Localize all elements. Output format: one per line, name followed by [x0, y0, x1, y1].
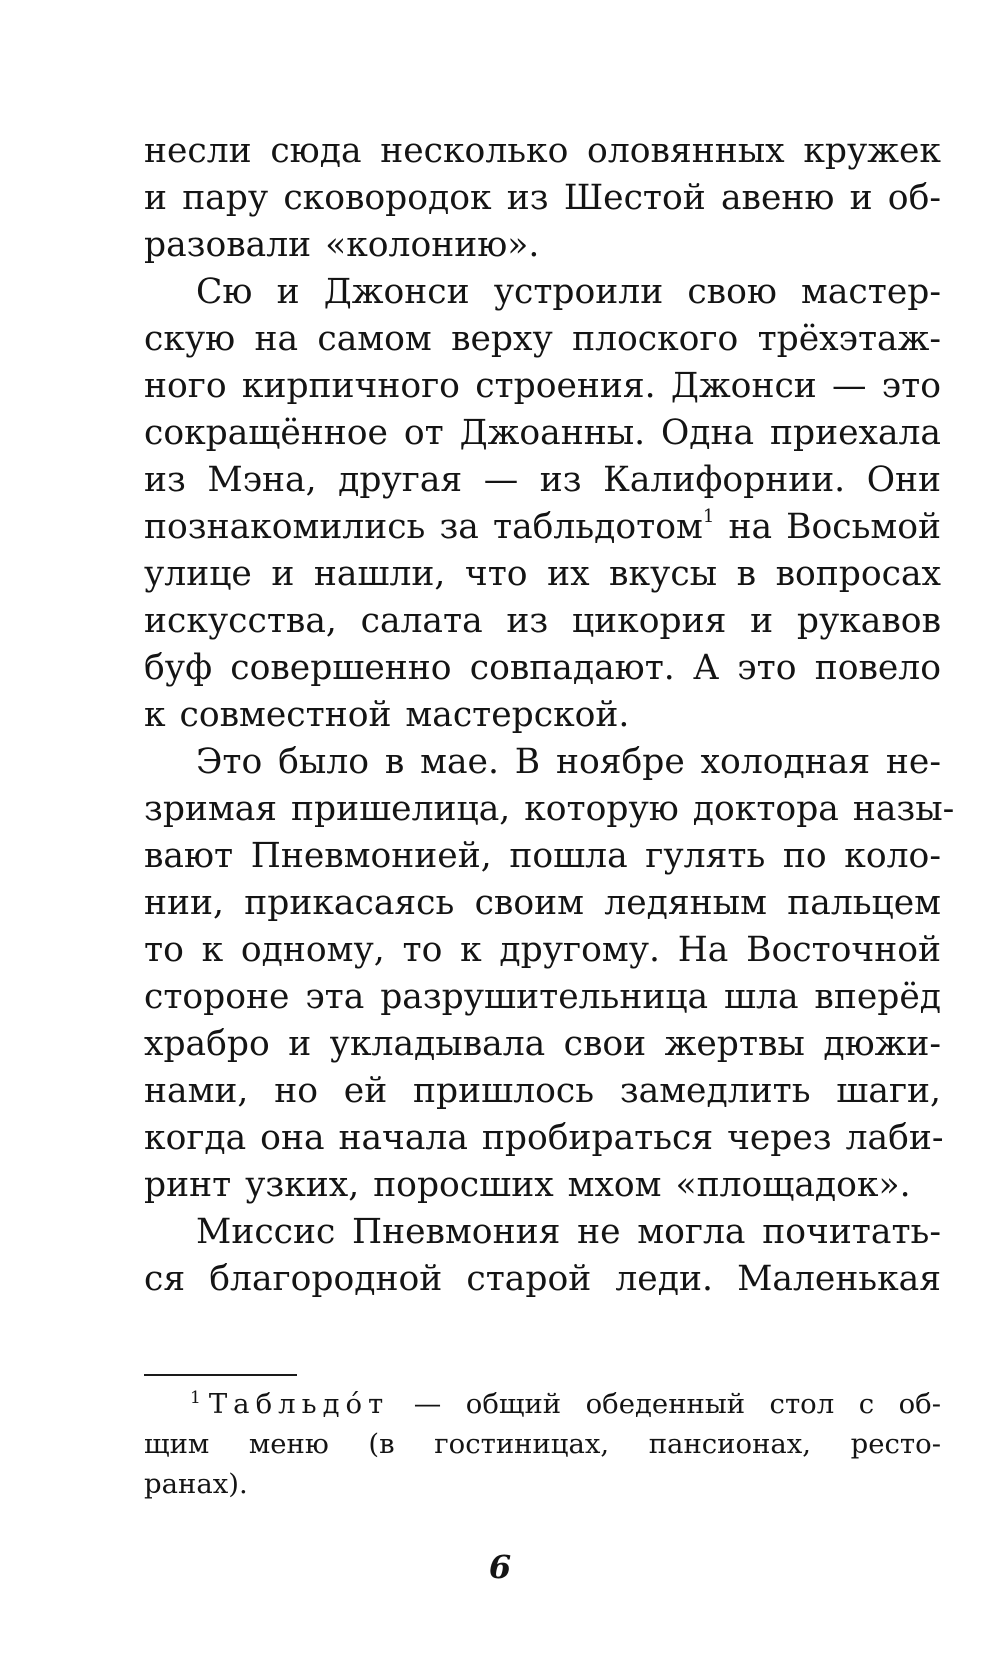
footnote-term: Табльдо́т: [208, 1388, 390, 1420]
text-line: сокращённое от Джоанны. Одна приехала: [144, 413, 941, 453]
footnote-line: щим меню (в гостиницах, пансионах, ресто-: [144, 1428, 941, 1460]
footnote-line: [144, 1384, 941, 1424]
text-line: и пару сковородок из Шестой авеню и об-: [144, 178, 941, 218]
footnote-number: 1: [190, 1388, 201, 1408]
text-line: искусства, салата из цикория и рукавов: [144, 601, 941, 641]
page-number: 6: [488, 1548, 512, 1586]
text-line: то к одному, то к другому. На Восточной: [144, 930, 941, 970]
footnote-divider: [144, 1374, 297, 1376]
text-line: Миссис Пневмония не могла почитать-: [196, 1212, 941, 1252]
text-line: зримая пришелица, которую доктора назы-: [144, 789, 955, 829]
text-line: стороне эта разрушительница шла вперёд: [144, 977, 941, 1017]
text-line: вают Пневмонией, пошла гулять по коло-: [144, 836, 941, 876]
text-line: скую на самом верху плоского трёхэтаж-: [144, 319, 941, 359]
footnote-line: ранах).: [144, 1468, 248, 1500]
text-fragment: на Восьмой: [714, 507, 941, 547]
text-line: Это было в мае. В ноябре холодная не-: [196, 742, 941, 782]
body-text: [144, 128, 955, 1303]
text-line: нами, но ей пришлось замедлить шаги,: [144, 1071, 941, 1111]
text-line: ного кирпичного строения. Джонси — это: [144, 366, 941, 406]
text-line: храбро и укладывала свои жертвы дюжи-: [144, 1024, 941, 1064]
text-line: Сю и Джонси устроили свою мастер-: [196, 272, 941, 312]
text-fragment: познакомились за табльдотом: [144, 507, 703, 547]
text-line-with-footnote: [144, 504, 941, 551]
text-line: разовали «колонию».: [144, 225, 540, 265]
text-line: ринт узких, поросших мхом «площадок».: [144, 1165, 911, 1205]
text-line: буф совершенно совпадают. А это повело: [144, 648, 941, 688]
text-line: улице и нашли, что их вкусы в вопросах: [144, 554, 941, 594]
text-line: ся благородной старой леди. Маленькая: [144, 1259, 941, 1299]
text-line: к совместной мастерской.: [144, 695, 630, 735]
text-line: несли сюда несколько оловянных кружек: [144, 131, 941, 171]
text-line: когда она начала пробираться через лаби-: [144, 1118, 944, 1158]
footnote-marker: 1: [702, 506, 715, 527]
text-line: нии, прикасаясь своим ледяным пальцем: [144, 883, 941, 923]
text-line: из Мэна, другая — из Калифорнии. Они: [144, 460, 941, 500]
footnote: [144, 1384, 941, 1504]
footnote-text: — общий обеденный стол с об-: [389, 1388, 941, 1420]
